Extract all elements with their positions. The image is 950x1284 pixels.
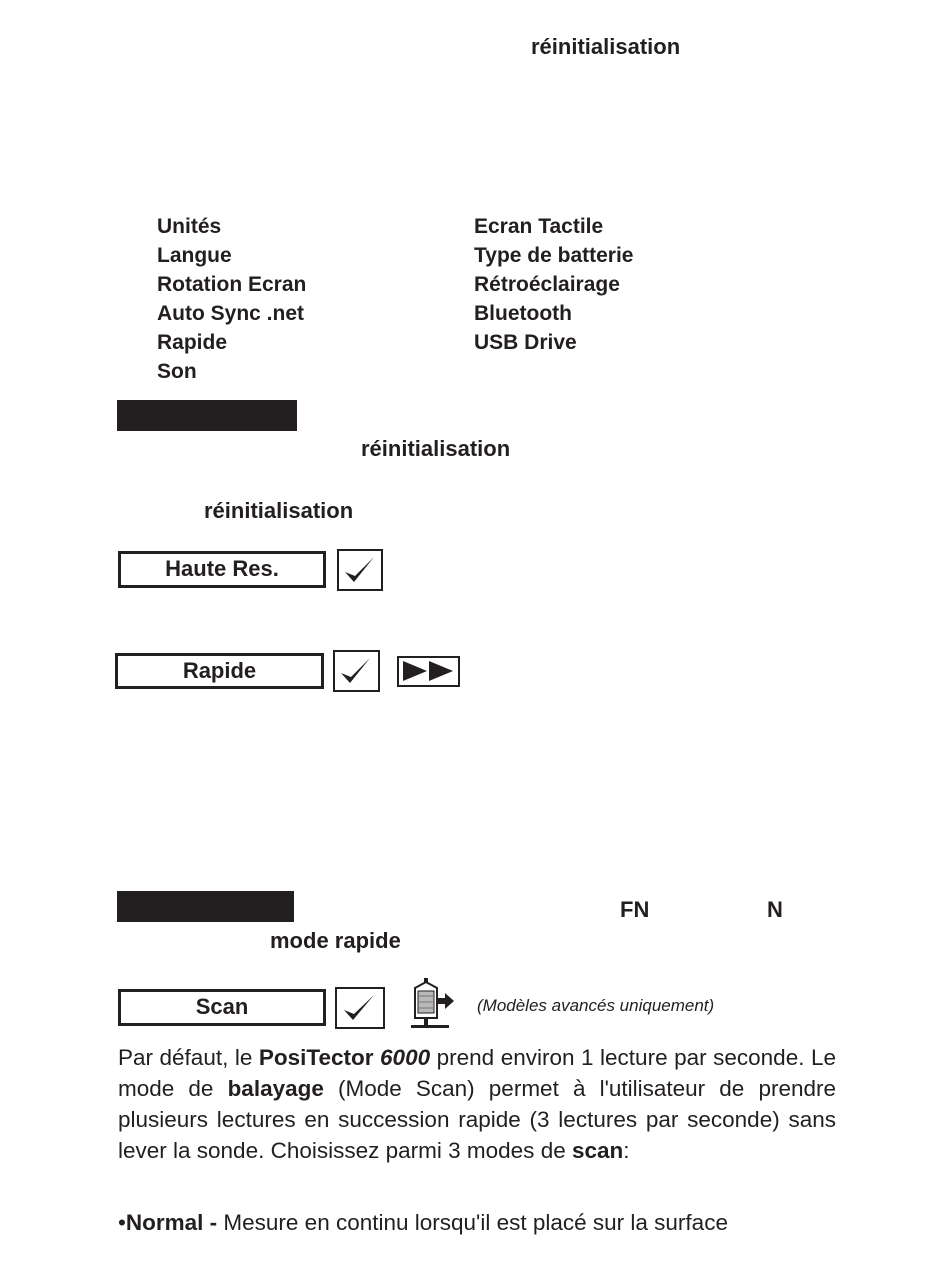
reset-label: réinitialisation [361, 436, 511, 461]
menu-haute-res: Haute Res. [118, 551, 326, 588]
bullet-mark: • [118, 1210, 126, 1235]
setting-item: Auto Sync .net [157, 302, 305, 325]
setting-item: USB Drive [474, 331, 577, 354]
text: : [623, 1138, 630, 1163]
fn-label: FN [620, 897, 650, 922]
setting-item: Rotation Ecran [157, 273, 307, 296]
reset-label: réinitialisation [204, 498, 354, 523]
check-icon [335, 987, 385, 1029]
setting-item: Unités [157, 215, 222, 238]
text: prend environ 1 lecture par seconde. Le mode de [118, 1045, 836, 1101]
text: Par défaut, le [118, 1045, 259, 1070]
setting-item: Rapide [157, 331, 228, 354]
setting-item: Type de batterie [474, 244, 634, 267]
bullet-term: Normal - [125, 1210, 218, 1235]
black-bar [117, 891, 294, 922]
menu-rapide: Rapide [115, 653, 324, 689]
term-balayage: balayage [227, 1076, 324, 1101]
fast-forward-icon [397, 656, 460, 687]
setting-item: Rétroéclairage [474, 273, 620, 296]
check-icon [337, 549, 383, 591]
probe-scan-icon [407, 976, 457, 1032]
n-label: N [767, 897, 783, 922]
mode-rapide-label: mode rapide [270, 928, 401, 953]
settings-list-right [474, 212, 634, 357]
setting-item: Son [157, 360, 197, 383]
settings-list-left [157, 212, 306, 386]
term-scan: scan [571, 1138, 624, 1163]
setting-item: Langue [157, 244, 232, 267]
menu-scan: Scan [118, 989, 326, 1026]
check-icon [333, 650, 380, 692]
bullet-normal [118, 1207, 878, 1238]
scan-paragraph [118, 1042, 836, 1166]
setting-item: Bluetooth [474, 302, 572, 325]
text: (Mode Scan) permet à l'utilisateur de prendre plusieurs lectures en succession rapide (3 lectures par seconde) sans lever la sonde. Choisissez parmi 3 modes de [118, 1076, 836, 1163]
black-bar [117, 400, 297, 431]
model-number: 6000 [380, 1045, 431, 1070]
bullet-text: Mesure en continu lorsqu'il est placé sur la surface [217, 1210, 728, 1235]
top-heading: réinitialisation [531, 34, 681, 59]
setting-item: Ecran Tactile [474, 215, 604, 238]
product-name: PosiTector [258, 1045, 374, 1070]
scan-note: (Modèles avancés uniquement) [477, 996, 715, 1015]
